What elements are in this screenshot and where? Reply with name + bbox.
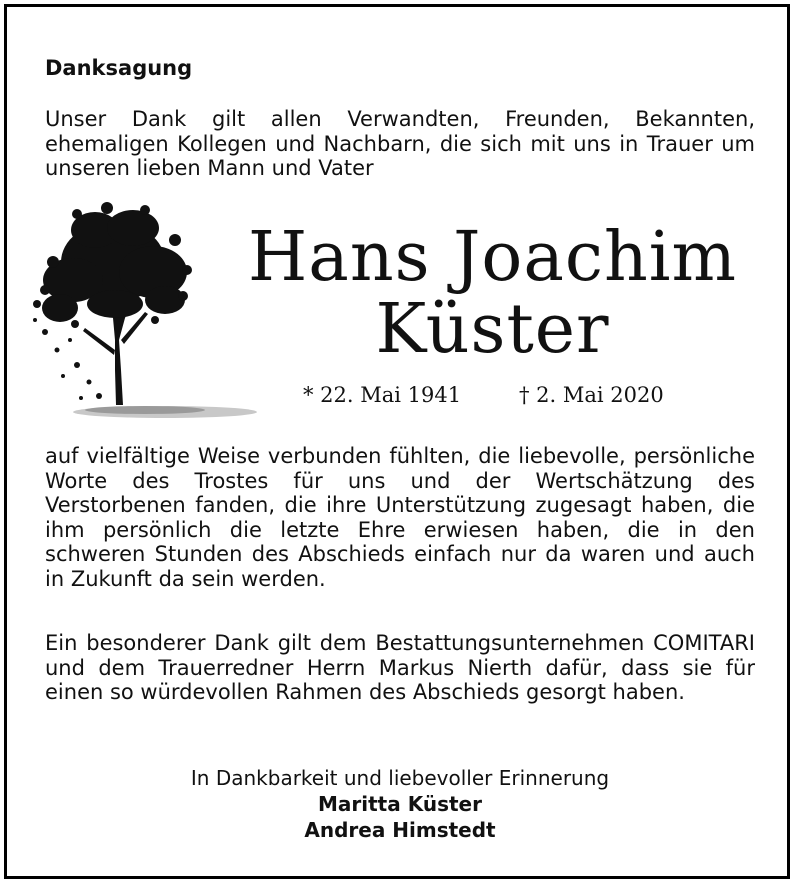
deceased-name-first: Hans Joachim bbox=[248, 218, 737, 297]
body-paragraph: auf vielfältige Weise verbunden fühlten, die liebevolle, persönliche Worte des Trostes für uns und der Wertschätzung des Verstorbenen fanden, die ihre Unterstützung zugesagt haben, die ihm persönlich die letzte Ehre erwiesen haben, die in den schweren Stunden des Abschieds einfach nur da waren und auch in Zukunft da sein werden. bbox=[45, 444, 755, 591]
deceased-name-last: Küster bbox=[375, 290, 610, 369]
notice-heading: Danksagung bbox=[45, 56, 193, 80]
death-date: † 2. Mai 2020 bbox=[519, 383, 664, 407]
signer-1: Maritta Küster bbox=[318, 792, 482, 816]
intro-paragraph: Unser Dank gilt allen Verwandten, Freunden, Bekannten, ehemaligen Kollegen und Nachbarn, die sich mit uns in Trauer um unseren lieben Mann und Vater bbox=[45, 107, 755, 180]
special-thanks-paragraph: Ein besonderer Dank gilt dem Bestattungsunternehmen COMITARI und dem Trauerredner Herrn Markus Nierth dafür, dass sie für einen so würdevollen Rahmen des Abschieds gesorgt haben. bbox=[45, 631, 755, 704]
signer-2: Andrea Himstedt bbox=[304, 818, 496, 842]
birth-date: * 22. Mai 1941 bbox=[303, 383, 462, 407]
closing-line: In Dankbarkeit und liebevoller Erinnerung bbox=[190, 766, 610, 790]
